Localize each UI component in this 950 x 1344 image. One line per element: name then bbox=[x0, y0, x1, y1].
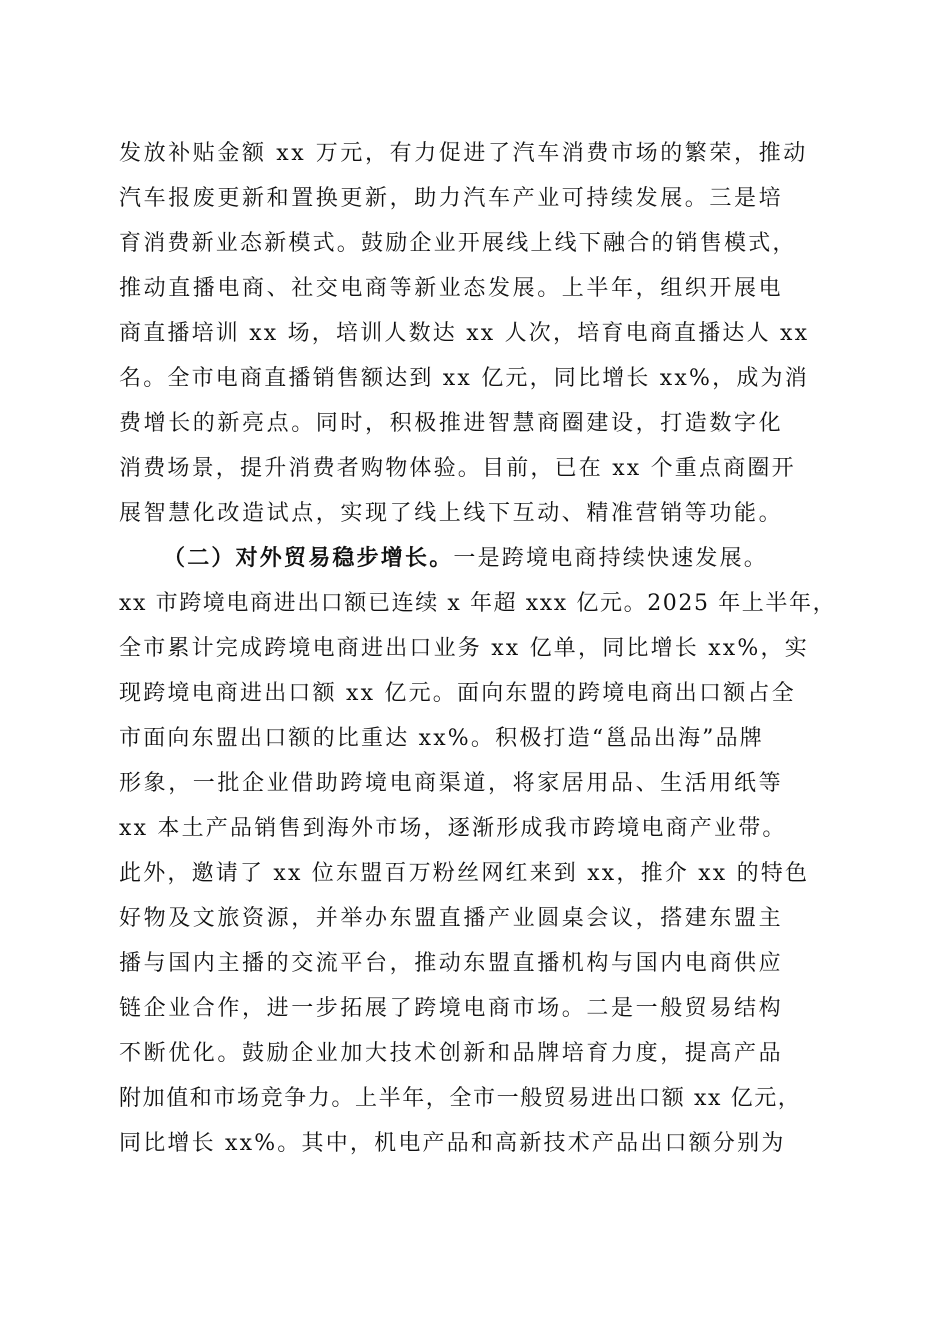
text-line: 现跨境电商进出口额 xx 亿元。面向东盟的跨境电商出口额占全 bbox=[119, 681, 796, 706]
section-heading: （二）对外贸易稳步增长。 bbox=[163, 545, 454, 571]
text-line: 消费场景，提升消费者购物体验。目前，已在 xx 个重点商圈开 bbox=[119, 456, 796, 481]
text-line: 推动直播电商、社交电商等新业态发展。上半年，组织开展电 bbox=[119, 276, 784, 301]
text-line: 展智慧化改造试点，实现了线上线下互动、精准营销等功能。 bbox=[119, 501, 784, 526]
text-line: 费增长的新亮点。同时，积极推进智慧商圈建设，打造数字化 bbox=[119, 411, 784, 436]
section-heading-line bbox=[119, 536, 831, 581]
text-line: 此外，邀请了 xx 位东盟百万粉丝网红来到 xx，推介 xx 的特色 bbox=[119, 861, 810, 886]
text-line: 名。全市电商直播销售额达到 xx 亿元，同比增长 xx%，成为消 bbox=[119, 366, 809, 391]
text-line: 附加值和市场竞争力。上半年，全市一般贸易进出口额 xx 亿元， bbox=[119, 1086, 802, 1111]
text-line: 形象，一批企业借助跨境电商渠道，将家居用品、生活用纸等 bbox=[119, 771, 784, 796]
text-line: 发放补贴金额 xx 万元，有力促进了汽车消费市场的繁荣，推动 bbox=[119, 141, 808, 166]
text-line: 播与国内主播的交流平台，推动东盟直播机构与国内电商供应 bbox=[119, 951, 784, 976]
text-line: 链企业合作，进一步拓展了跨境电商市场。二是一般贸易结构 bbox=[119, 996, 784, 1021]
text-line: 全市累计完成跨境电商进出口业务 xx 亿单，同比增长 xx%，实 bbox=[119, 636, 809, 661]
text-line: 商直播培训 xx 场，培训人数达 xx 人次，培育电商直播达人 xx bbox=[119, 321, 810, 346]
text-line: xx 本土产品销售到海外市场，逐渐形成我市跨境电商产业带。 bbox=[119, 816, 787, 841]
body-text bbox=[119, 131, 837, 1166]
text-line: 汽车报废更新和置换更新，助力汽车产业可持续发展。三是培 bbox=[119, 186, 784, 211]
text-line: 不断优化。鼓励企业加大技术创新和品牌培育力度，提高产品 bbox=[119, 1041, 784, 1066]
text-line: 市面向东盟出口额的比重达 xx%。积极打造“邕品出海”品牌 bbox=[119, 726, 765, 751]
text-line: 同比增长 xx%。其中，机电产品和高新技术产品出口额分别为 bbox=[119, 1131, 786, 1156]
text-line: xx 市跨境电商进出口额已连续 x 年超 xxx 亿元。2025 年上半年， bbox=[119, 591, 837, 616]
section-heading-rest: 一是跨境电商持续快速发展。 bbox=[453, 546, 769, 571]
text-line: 育消费新业态新模式。鼓励企业开展线上线下融合的销售模式， bbox=[119, 231, 797, 256]
text-line: 好物及文旅资源，并举办东盟直播产业圆桌会议，搭建东盟主 bbox=[119, 906, 784, 931]
